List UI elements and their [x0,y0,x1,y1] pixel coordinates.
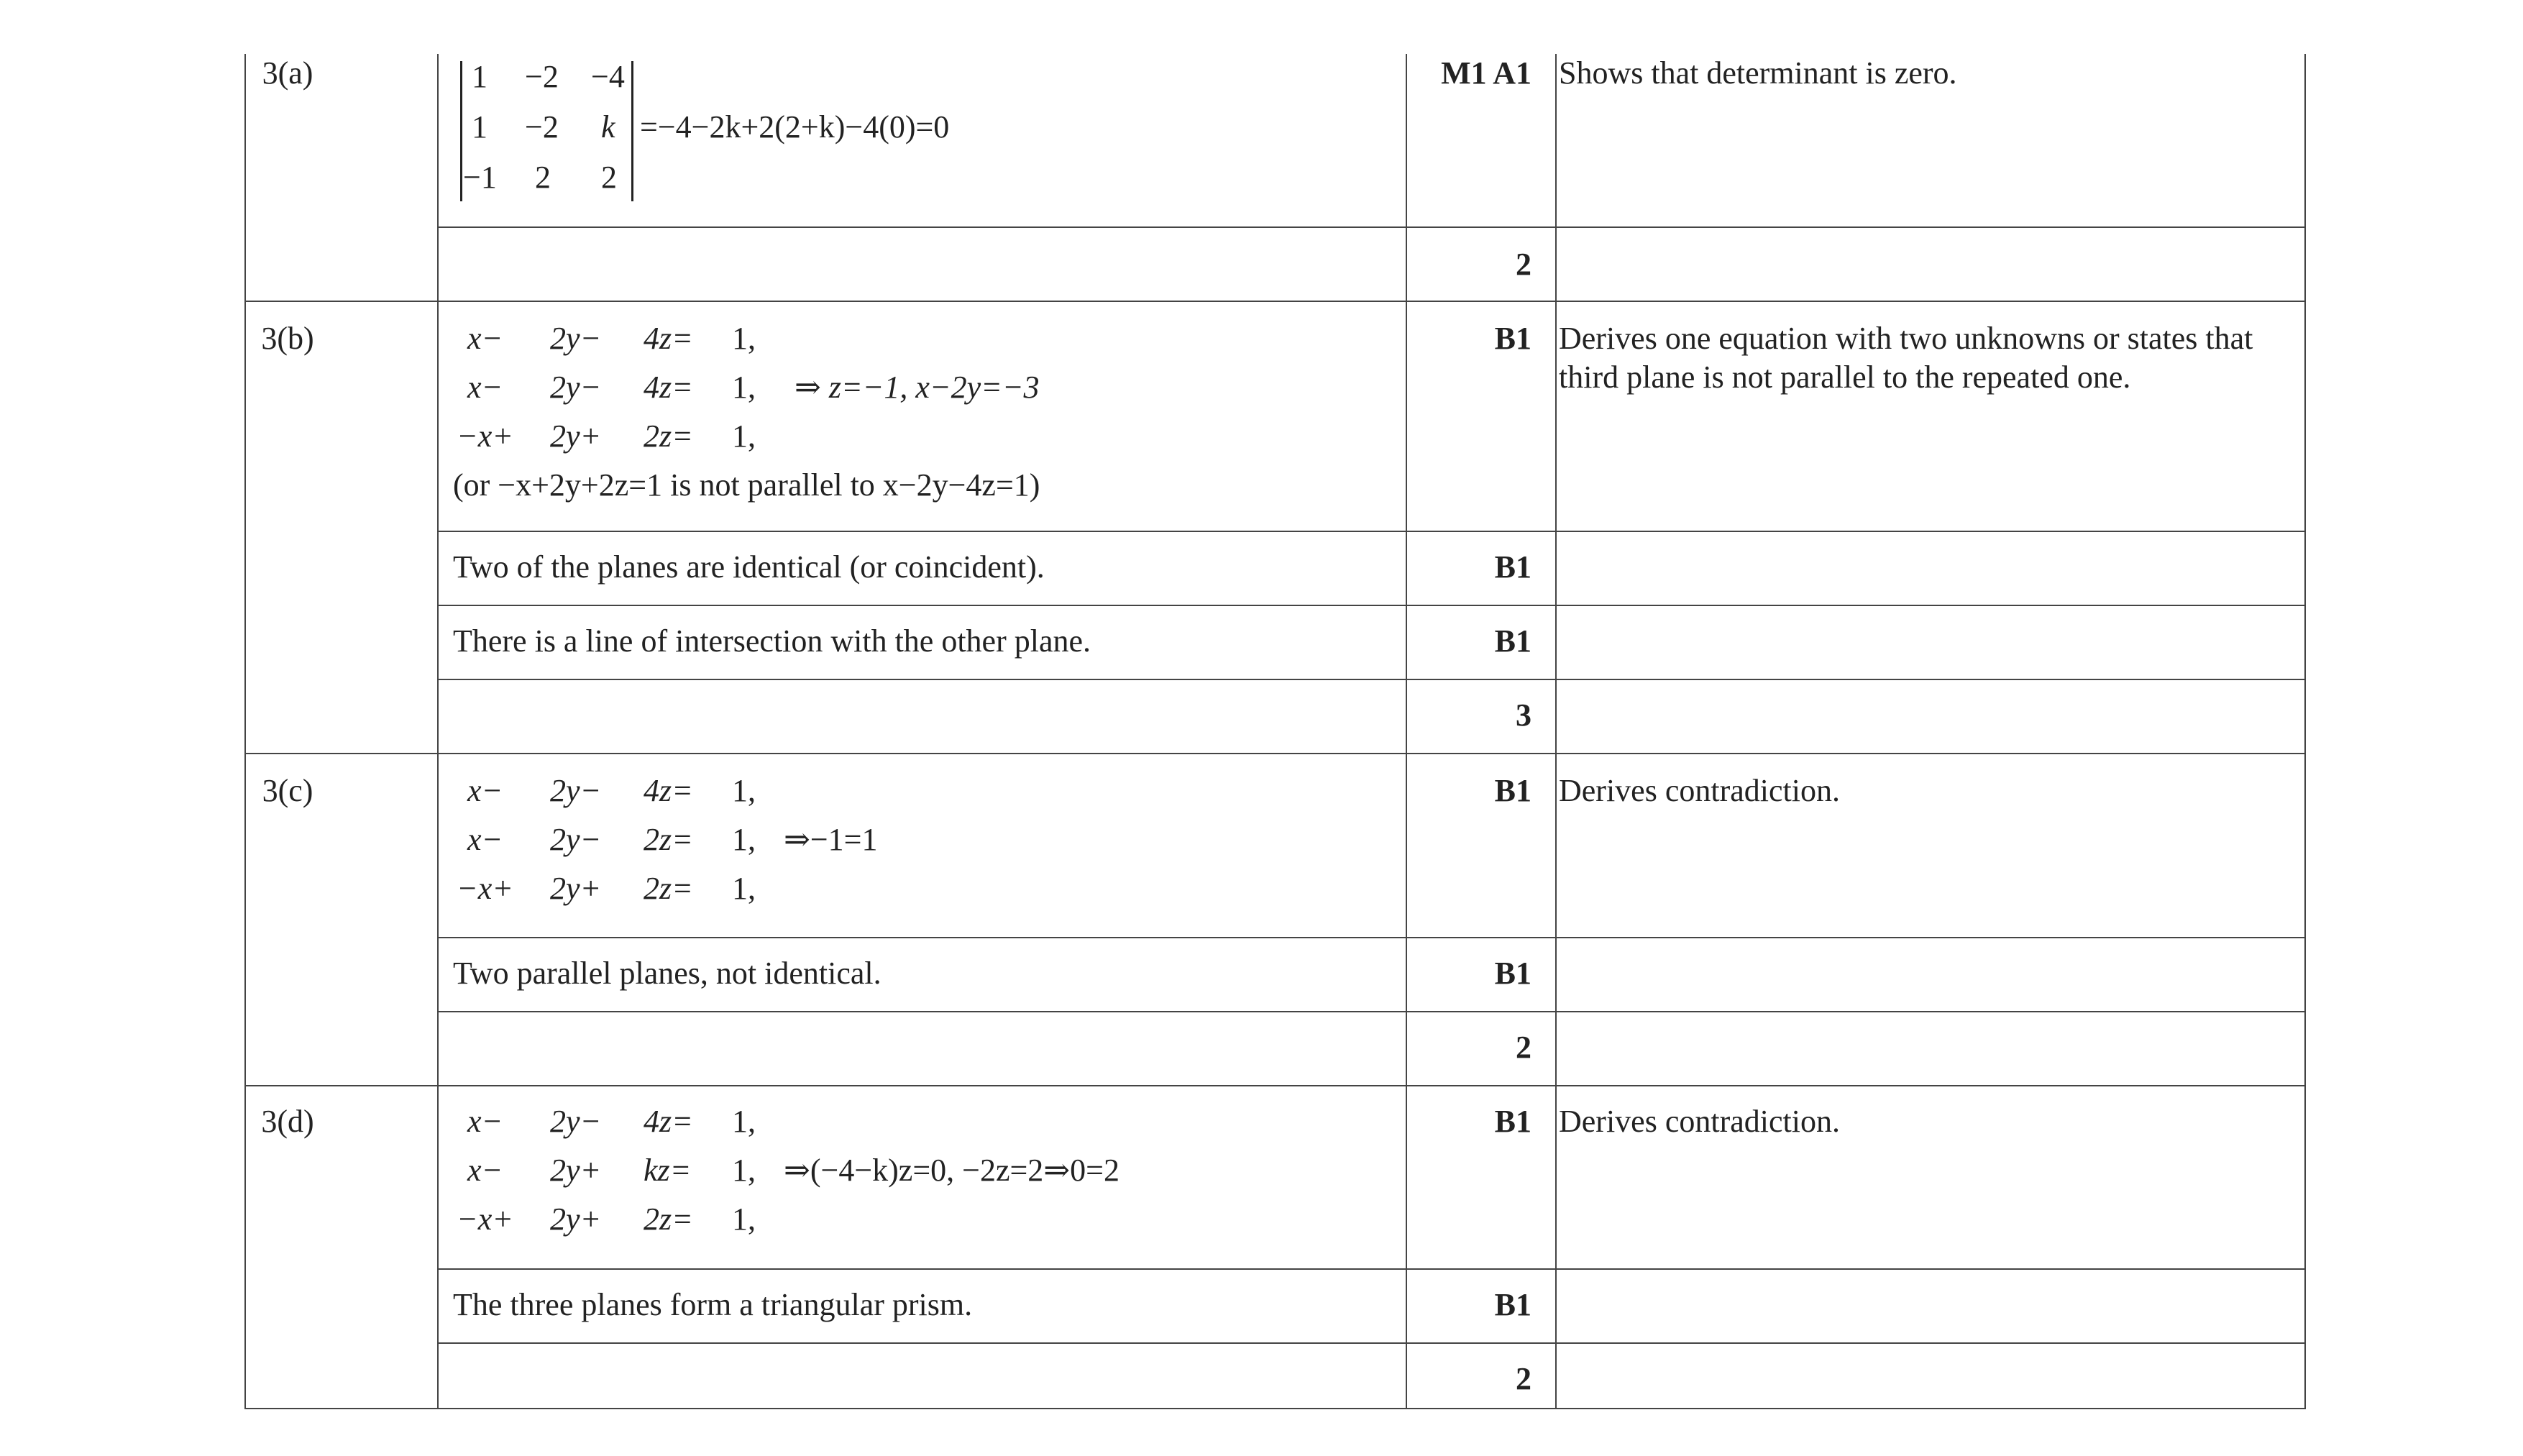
question-divider [244,753,2306,754]
row-divider [437,1268,2306,1270]
mark-award: B1 [1494,956,1531,991]
table-border-right [2304,54,2306,1409]
mark-award: B1 [1494,1287,1531,1322]
equation-rhs: 1, [732,822,756,857]
matrix-cell: 1 [472,59,487,94]
equation-term: 4z= [644,321,693,356]
guidance-comment: Derives contradiction. [1559,773,1840,808]
equation-term: 2y+ [550,1201,602,1237]
equation-term: 4z= [644,370,693,405]
question-label: 3(b) [261,321,314,356]
matrix-cell: −2 [525,59,559,94]
equation-term: 2y− [550,321,602,356]
matrix-cell: 2 [601,160,617,195]
equation-term: x− [467,1104,503,1139]
equation-term: x− [467,1153,503,1188]
equation-rhs: 1, [732,370,756,405]
statement: The three planes form a triangular prism. [453,1287,973,1322]
equation-rhs: 1, [732,321,756,356]
row-divider [437,679,2306,680]
matrix-cell: −1 [463,160,497,195]
matrix-cell: −2 [525,109,559,145]
equation-term: x− [467,370,503,405]
question-divider [244,301,2306,302]
matrix-cell: 1 [472,109,487,145]
equation-rhs: 1, [732,1201,756,1237]
equation-term: 2z= [644,822,693,857]
equation-term: 2y+ [550,418,602,454]
question-divider [244,1085,2306,1086]
mark-award: M1 A1 [1441,55,1531,91]
row-divider [437,226,2306,228]
mark-award: B1 [1494,1104,1531,1139]
equation-term: x− [467,822,503,857]
equation-term: 2z= [644,418,693,454]
row-divider [437,1011,2306,1012]
equation-rhs: 1, [732,1104,756,1139]
equation-rhs: 1, [732,773,756,808]
implication: ⇒ z=−1, x−2y=−3 [795,370,1040,405]
alternative-method: (or −x+2y+2z=1 is not parallel to x−2y−4z=1) [453,467,1040,503]
equation-rhs: 1, [732,871,756,906]
equation-term: 2z= [644,1201,693,1237]
equation-term: 4z= [644,1104,693,1139]
equation-term: 4z= [644,773,693,808]
statement: There is a line of intersection with the other plane. [453,623,1091,659]
question-label: 3(d) [261,1104,314,1139]
equation-term: kz= [644,1153,692,1188]
mark-total: 2 [1516,1030,1531,1065]
equation-term: 2z= [644,871,693,906]
table-column-divider [437,54,439,1409]
equation-term: x− [467,773,503,808]
table-border-bottom [244,1408,2306,1409]
row-divider [437,937,2306,938]
determinant-left-bar [460,61,462,201]
matrix-cell: −4 [591,59,625,94]
determinant-right-bar [631,61,633,201]
matrix-cell: 2 [535,160,551,195]
equation-term: −x+ [457,1201,513,1237]
implication: ⇒−1=1 [784,822,878,857]
equation-term: −x+ [457,418,513,454]
equation-term: −x+ [457,871,513,906]
table-column-divider [1555,54,1557,1409]
matrix-cell: k [601,109,615,145]
row-divider [437,605,2306,606]
statement: Two parallel planes, not identical. [453,956,882,991]
question-label: 3(c) [262,773,313,808]
mark-total: 2 [1516,247,1531,282]
equation-term: 2y− [550,773,602,808]
equation-term: 2y− [550,370,602,405]
mark-award: B1 [1494,773,1531,808]
guidance-comment: Derives one equation with two unknowns or states that third plane is not parallel to the repeated one. [1559,321,2253,395]
guidance-comment: Shows that determinant is zero. [1559,55,1957,91]
determinant-expansion: =−4−2k+2(2+k)−4(0)=0 [640,109,950,145]
equation-rhs: 1, [732,1153,756,1188]
equation-rhs: 1, [732,418,756,454]
mark-award: B1 [1494,549,1531,585]
equation-term: x− [467,321,503,356]
implication: ⇒(−4−k)z=0, −2z=2⇒0=2 [784,1153,1119,1188]
mark-total: 2 [1516,1361,1531,1396]
guidance-comment: Derives contradiction. [1559,1104,1840,1139]
row-divider [437,531,2306,532]
equation-term: 2y− [550,1104,602,1139]
mark-total: 3 [1516,697,1531,733]
table-border-left [244,301,246,1409]
row-divider [437,1342,2306,1344]
equation-term: 2y− [550,822,602,857]
question-label: 3(a) [262,55,313,91]
statement: Two of the planes are identical (or coincident). [453,549,1045,585]
mark-award: B1 [1494,321,1531,356]
equation-term: 2y+ [550,1153,602,1188]
equation-term: 2y+ [550,871,602,906]
mark-award: B1 [1494,623,1531,659]
